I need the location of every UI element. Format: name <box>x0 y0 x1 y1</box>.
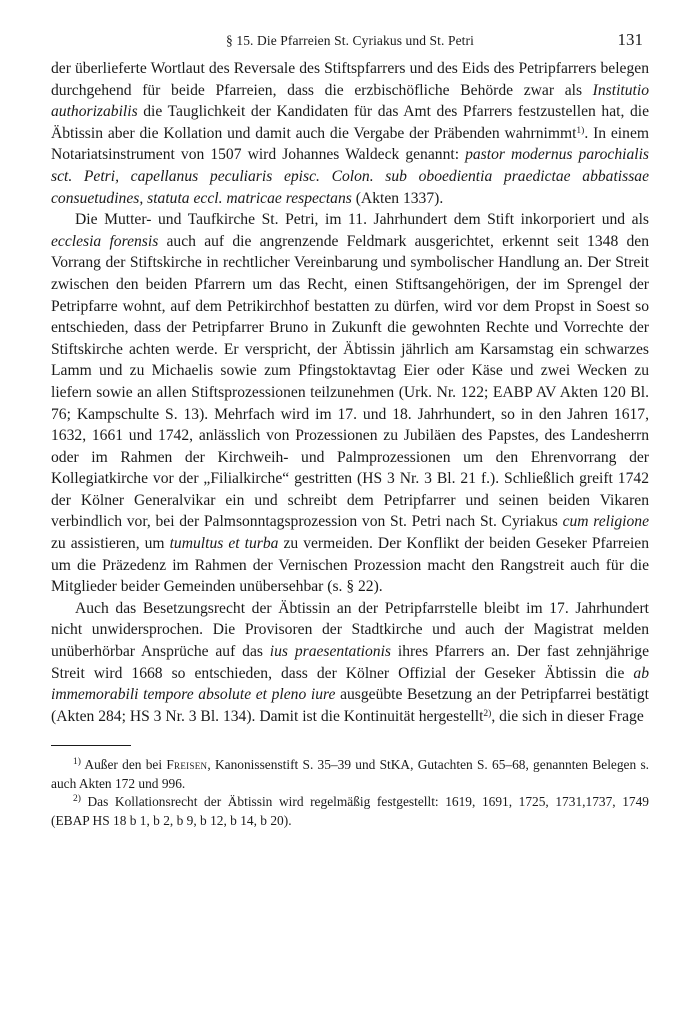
text-run: . In einem Notariatsinstrument von 1507 wird Johannes Waldeck genannt: <box>51 124 649 164</box>
text-run: Außer den bei <box>80 757 167 773</box>
body-text <box>51 58 649 727</box>
latin-term: tumultus et turba <box>169 535 279 553</box>
text-run: ihres Pfarrers an. Der fast zehnjährige Streit wird 1668 so entschieden, dass der Kölner Offizial der Geseker Äbtissin die <box>51 643 650 682</box>
footnote-2 <box>51 793 649 830</box>
footnote-marker: 2) <box>483 708 492 719</box>
text-run: zu vermeiden. Der Konflikt der beiden Geseker Pfarreien um die Präzedenz im Rahmen der Vernischen Prozession macht den Rangstreit auch für die Mitglieder beider Gemeinden unübersehbar (s. § 22). <box>51 535 649 596</box>
latin-term: ius praesentationis <box>269 643 392 661</box>
book-page <box>51 30 649 830</box>
latin-term: ab immemorabili tempore absolute et pleno iure <box>51 664 649 704</box>
text-run: zu assistieren, um <box>51 535 170 553</box>
text-run: ausgeübte Besetzung an der Petripfarrei bestätigt (Akten 284; HS 3 Nr. 3 Bl. 134). Damit ist die Kontinuität hergestellt <box>51 686 649 725</box>
footnote-1 <box>51 756 649 793</box>
text-run: Auch das Besetzungsrecht der Äbtissin an der Petripfarrstelle bleibt im 17. Jahrhundert nicht unwidersprochen. Die Provisoren der Stadtkirche und auch der Magistrat melden unüberhörbar Ansprüche auf das <box>51 599 649 661</box>
text-run: der überlieferte Wortlaut des Reversale des Stiftspfarrers und des Eids des Petripfarrers belegen durchgehend für beide Pfarreien, dass die erzbischöfliche Behörde zwar als <box>51 60 649 99</box>
text-run: die Tauglichkeit der Kandidaten für das Amt des Pfarrers festzustellen hat, die Äbtissin aber die Kollation und damit auch die Vergabe der Präbenden wahrnimmt <box>51 103 649 142</box>
text-run: , Kanonissenstift S. 35–39 und StKA, Gutachten S. 65–68, genannten Belegen s. auch Akten 172 und 996. <box>51 757 649 791</box>
running-head <box>51 30 649 52</box>
footnote-marker: 1) <box>576 125 585 136</box>
footnote-marker: 1) <box>73 757 81 768</box>
footnote-divider <box>51 745 131 746</box>
text-run: Die Mutter- und Taufkirche St. Petri, im 11. Jahrhundert dem Stift inkorporiert und als <box>75 211 649 229</box>
page-number: 131 <box>617 30 643 49</box>
running-title: § 15. Die Pfarreien St. Cyriakus und St. Petri <box>226 33 474 48</box>
latin-term: cum religione <box>562 513 649 531</box>
paragraph-2 <box>51 209 649 598</box>
author-name: Freisen <box>166 757 208 773</box>
latin-term: Institutio authorizabilis <box>51 81 649 121</box>
latin-term: pastor modernus parochialis sct. Petri, capellanus peculiaris episc. Colon. sub oboedientia praedictae abbatissae consuetudines, statuta eccl. matricae respectans <box>51 146 649 207</box>
latin-term: ecclesia forensis <box>51 232 159 250</box>
text-run: auch auf die angrenzende Feldmark ausgerichtet, erkennt seit 1348 den Vorrang der Stiftskirche in rechtlicher Vereinbarung und symbolischer Handlung an. Der Streit zwischen den beiden Pfarrern um das Recht, einen Stiftsangehörigen, der im Sprengel der Petripfarre wohnt, auf dem Petrikirchhof bestatten zu dürfen, wird vor dem Propst in Soest so entschieden, dass der Petripfarrer Bruno in Zukunft die gewohnten Rechte und Vorrechte der Stiftskirche achten werde. Er verspricht, der Äbtissin jährlich am Karsamstag ein schwarzes Lamm und zu Michaelis sowie zum Pfingstoktavtag Eier oder Käse und zwei Wecken zu liefern sowie an allen Stiftsprozessionen teilzunehmen (Urk. Nr. 122; EABP AV Akten 120 Bl. 76; Kampschulte S. 13). Mehrfach wird im 17. und 18. Jahrhundert, so in den Jahren 1617, 1632, 1661 und 1742, anlässlich von Prozessionen zu Jubiläen des Papstes, des Landesherrn oder im Rahmen der Kirchweih- und Palmprozessionen um den Ehrenvorrang der Kollegiatkirche vor der „Filialkirche“ gestritten (HS 3 Nr. 3 Bl. 21 f.). Schließlich greift 1742 der Kölner Generalvikar ein und schreibt dem Petripfarrer und seinen beiden Vikaren verbindlich vor, bei der Palmsonntagsprozession von St. Petri nach St. Cyriakus <box>51 232 649 531</box>
text-run: (Akten 1337). <box>351 189 444 207</box>
paragraph-3 <box>51 598 649 728</box>
footnote-marker: 2) <box>73 794 81 805</box>
paragraph-1 <box>51 58 649 209</box>
text-run: , die sich in dieser Frage <box>491 707 644 725</box>
text-run: Das Kollationsrecht der Äbtissin wird regelmäßig festgestellt: 1619, 1691, 1725, 1731,1737, 1749 (EBAP HS 18 b 1, b 2, b 9, b 12, b 14, b 20). <box>51 794 649 828</box>
footnotes <box>51 756 649 830</box>
